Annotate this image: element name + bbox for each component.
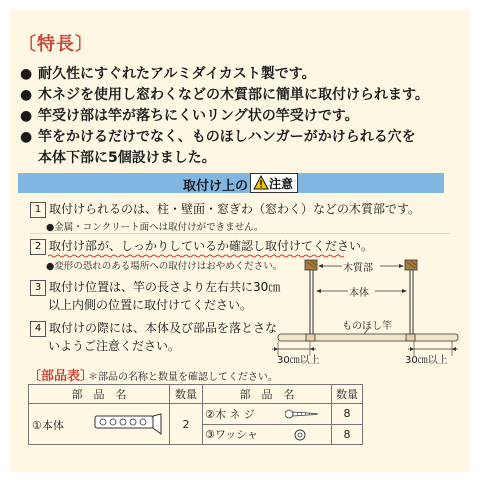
caution-item-4-cont: いようご注意ください。 bbox=[48, 339, 181, 353]
bullet-icon: ● bbox=[20, 66, 33, 82]
part-screw-qty: 8 bbox=[332, 404, 363, 425]
caution-item-3: 3 取付け位置は、竿の長さより左右共に30㎝ bbox=[30, 279, 280, 296]
feature-item-3: ● 竿受け部は竿が落ちにくいリング状の竿受けです。 bbox=[20, 106, 359, 127]
bullet-icon: ● bbox=[20, 108, 33, 124]
parts-title: 〔部品表〕 bbox=[28, 369, 94, 384]
bracket-image bbox=[93, 412, 165, 438]
caution-item-2-sub: ●変形の恐れのある場所への取付けはおやめください。 bbox=[46, 261, 283, 272]
caution-item-2: 2 取付け部が、しっかりしているか確認し取付けてください。 bbox=[30, 238, 373, 255]
caution-item-4: 4 取付けの際には、本体及び部品を落とさな bbox=[30, 320, 277, 337]
part-body-qty: 2 bbox=[170, 404, 203, 445]
right-dim-label: 30㎝以上 bbox=[405, 355, 448, 366]
header-name: 部 品 名 bbox=[29, 385, 170, 404]
table-row bbox=[29, 404, 363, 425]
right-wood-block bbox=[405, 260, 417, 270]
parts-note: ＊部品の名称と数量を確認してください。 bbox=[88, 372, 278, 383]
feature-item-4: ● 竿をかけるだけでなく、ものほしハンガーがかけられる穴を bbox=[20, 127, 416, 148]
caution-title: 取付け上の bbox=[183, 179, 249, 194]
bullet-icon: ● bbox=[20, 129, 33, 145]
caution-item-1: 1 取付けられるのは、柱・壁面・窓ぎわ（窓わく）などの木質部です。 bbox=[30, 201, 420, 218]
screw-image bbox=[285, 409, 319, 419]
pole-label: ものほし竿 bbox=[342, 321, 392, 332]
header-qty: 数量 bbox=[170, 385, 203, 404]
left-dim-label: 30㎝以上 bbox=[277, 355, 320, 366]
divider bbox=[30, 233, 450, 234]
part-washer-cell: ③ワッシャ bbox=[203, 424, 332, 445]
part-name: ①本体 bbox=[32, 419, 64, 432]
part-screw-cell: ②木 ネ ジ bbox=[203, 404, 332, 425]
feature-item-1: ● 耐久性にすぐれたアルミダイカスト製です。 bbox=[20, 64, 316, 85]
body-label: 本体 bbox=[349, 288, 369, 299]
features-title: 〔特長〕 bbox=[18, 34, 94, 55]
warning-icon bbox=[253, 175, 269, 190]
washer-image bbox=[294, 429, 306, 441]
item-number: 1 bbox=[30, 202, 46, 218]
caution-item-3-cont: 以上内側の位置に取付けてください。 bbox=[48, 298, 253, 312]
item-number: 4 bbox=[30, 321, 46, 337]
wood-label: 木質部 bbox=[343, 263, 373, 274]
feature-item-4-cont: 本体下部に5個設けました。 bbox=[38, 150, 216, 166]
caution-item-1-sub: ●金属・コンクリート面へは取付けができません。 bbox=[46, 222, 264, 233]
header-qty-2: 数量 bbox=[332, 385, 363, 404]
part-washer-qty: 8 bbox=[332, 424, 363, 445]
parts-table bbox=[28, 384, 363, 445]
header-name-2: 部 品 名 bbox=[203, 385, 332, 404]
pole bbox=[278, 334, 458, 341]
item-number: 3 bbox=[30, 280, 46, 296]
item-number: 2 bbox=[30, 239, 46, 255]
feature-item-2: ● 木ネジを使用し窓わくなどの木質部に簡単に取付けられます。 bbox=[20, 85, 429, 106]
bullet-icon: ● bbox=[20, 87, 33, 103]
table-header bbox=[29, 385, 363, 404]
caution-badge: 注意 bbox=[250, 173, 298, 193]
left-wood-block bbox=[305, 260, 317, 270]
part-body-cell bbox=[29, 404, 170, 445]
